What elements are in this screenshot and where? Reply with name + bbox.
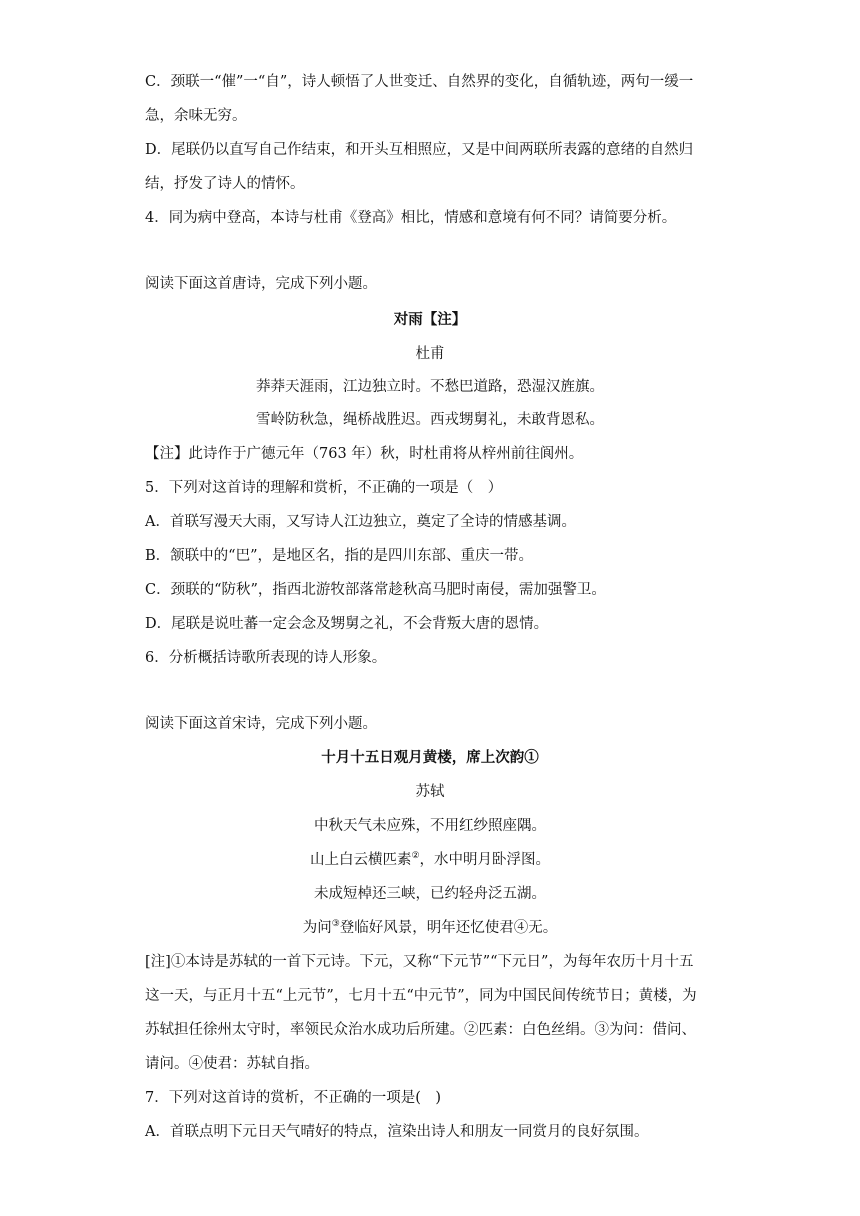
poem3-line2-text-a: 山上白云横匹素 bbox=[309, 852, 412, 868]
poem3-line bbox=[0, 850, 860, 870]
q3-option-d-line1: D．尾联仍以直写自己作结束，和开头互相照应，又是中间两联所表露的意绪的自然归 bbox=[145, 142, 694, 158]
footnote-marker: ③ bbox=[331, 919, 340, 930]
poem3-note-line: 请问。④使君：苏轼自指。 bbox=[145, 1056, 319, 1072]
q3-option-d-line2: 结，抒发了诗人的情怀。 bbox=[145, 176, 305, 192]
q5-option-c: C．颈联的“防秋”，指西北游牧部落常趁秋高马肥时南侵，需加强警卫。 bbox=[145, 582, 606, 598]
question-4: 4．同为病中登高，本诗与杜甫《登高》相比，情感和意境有何不同？请简要分析。 bbox=[145, 210, 677, 226]
poem3-note-line: [注]①本诗是苏轼的一首下元诗。下元，又称“下元节”“下元日”，为每年农历十月十五 bbox=[145, 954, 694, 970]
section3-intro: 阅读下面这首宋诗，完成下列小题。 bbox=[145, 716, 377, 732]
poem3-line4-text-b: 登临好风景，明年还忆使君④无。 bbox=[339, 920, 558, 936]
poem2-note: 【注】此诗作于广德元年（763 年）秋，时杜甫将从梓州前往阆州。 bbox=[145, 446, 584, 462]
q7-option-a: A．首联点明下元日天气晴好的特点，渲染出诗人和朋友一同赏月的良好氛围。 bbox=[145, 1124, 649, 1140]
poem2-author: 杜甫 bbox=[415, 346, 445, 362]
q5-option-b: B．颔联中的“巴”，是地区名，指的是四川东部、重庆一带。 bbox=[145, 548, 533, 564]
q5-option-a: A．首联写漫天大雨，又写诗人江边独立，奠定了全诗的情感基调。 bbox=[145, 514, 576, 530]
poem2-line: 雪岭防秋急，绳桥战胜迟。西戎甥舅礼，未敢背恩私。 bbox=[256, 412, 604, 428]
poem3-line: 未成短棹还三峡，已约轻舟泛五湖。 bbox=[314, 886, 546, 902]
poem3-note-line: 这一天，与正月十五“上元节”，七月十五“中元节”，同为中国民间传统节日；黄楼，为 bbox=[145, 988, 697, 1004]
question-6: 6．分析概括诗歌所表现的诗人形象。 bbox=[145, 650, 387, 666]
poem3-title: 十月十五日观月黄楼，席上次韵① bbox=[321, 749, 539, 766]
poem3-line4-text-a: 为问 bbox=[302, 920, 332, 936]
poem3-note-line: 苏轼担任徐州太守时，率领民众治水成功后所建。②匹素：白色丝绢。③为问：借问、 bbox=[145, 1022, 696, 1038]
q5-option-d: D．尾联是说吐蕃一定会念及甥舅之礼，不会背叛大唐的恩情。 bbox=[145, 616, 549, 632]
poem2-line: 莽莽天涯雨，江边独立时。不愁巴道路，恐湿汉旌旗。 bbox=[256, 379, 604, 395]
poem3-line: 中秋天气未应殊，不用红纱照座隅。 bbox=[314, 818, 546, 834]
question-7: 7．下列对这首诗的赏析，不正确的一项是( ) bbox=[145, 1090, 442, 1106]
question-5: 5．下列对这首诗的理解和赏析，不正确的一项是（ ） bbox=[145, 480, 503, 496]
poem3-line2-text-b: ，水中明月卧浮图。 bbox=[419, 852, 551, 868]
footnote-marker: ② bbox=[411, 851, 420, 862]
section2-intro: 阅读下面这首唐诗，完成下列小题。 bbox=[145, 276, 377, 292]
q3-option-c-line1: C．颈联一“催”一“自”，诗人顿悟了人世变迁、自然界的变化，自循轨迹，两句一缓一 bbox=[145, 74, 694, 90]
poem2-title: 对雨【注】 bbox=[393, 311, 467, 328]
poem3-line bbox=[0, 918, 860, 938]
q3-option-c-line2: 急，余味无穷。 bbox=[145, 108, 247, 124]
poem3-author: 苏轼 bbox=[415, 784, 445, 800]
